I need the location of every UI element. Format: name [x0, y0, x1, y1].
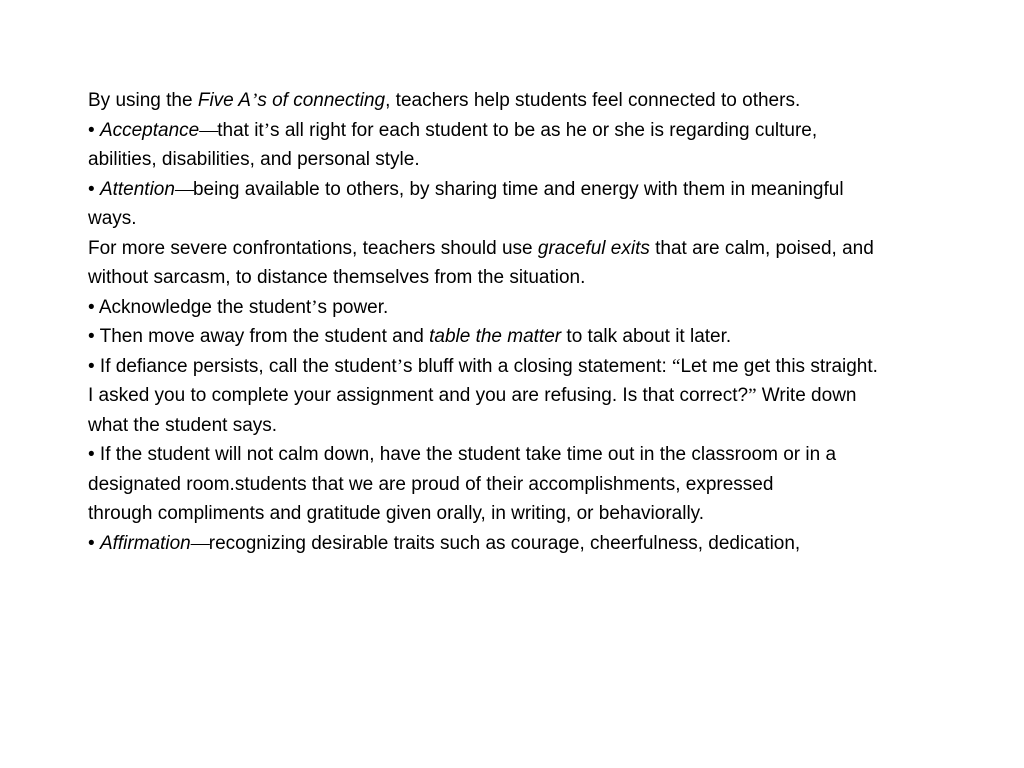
apostrophe: ’: [250, 90, 258, 111]
text-run: Let me get this straight.: [680, 355, 878, 377]
text-run: • Then move away from the student and: [88, 326, 430, 347]
slide-body-text: [88, 89, 936, 561]
paragraph: [88, 296, 936, 321]
text-run: • Acknowledge the student: [88, 296, 312, 318]
text-run: without sarcasm, to distance themselves from the situation.: [88, 267, 586, 288]
italic-text-run: table the matter: [429, 326, 562, 347]
paragraph: [88, 325, 936, 350]
quote-mark: ’: [396, 355, 404, 377]
paragraph: [88, 178, 936, 203]
text-run: • If defiance persists, call the student: [88, 355, 397, 377]
text-run: to talk about it later.: [561, 326, 732, 347]
text-run: For more severe confrontations, teachers should use: [88, 237, 538, 259]
text-run: s power.: [317, 296, 389, 318]
text-run: By using the: [88, 90, 198, 111]
em-dash: —: [199, 119, 218, 141]
paragraph: [88, 473, 936, 498]
paragraph: [88, 266, 936, 291]
text-run: through compliments and gratitude given orally, in writing, or behaviorally.: [88, 503, 705, 524]
italic-text-run: Five A: [197, 90, 251, 111]
text-run: that it: [217, 119, 264, 141]
italic-text-run: graceful exits: [537, 237, 650, 259]
text-run: recognizing desirable traits such as courage, cheerfulness, dedication,: [208, 532, 801, 554]
paragraph: [88, 148, 936, 173]
italic-text-run: s of connecting: [257, 90, 386, 111]
text-run: ways.: [88, 208, 137, 229]
text-run: •: [88, 532, 100, 554]
paragraph: [88, 89, 936, 114]
text-run: s bluff with a closing statement:: [403, 355, 672, 377]
text-run: •: [88, 119, 100, 141]
italic-text-run: Acceptance: [99, 119, 200, 141]
quote-mark: ”: [748, 385, 757, 406]
text-run: abilities, disabilities, and personal style.: [88, 149, 420, 170]
italic-text-run: Attention: [99, 178, 175, 200]
paragraph: [88, 502, 936, 527]
italic-text-run: Affirmation: [99, 532, 191, 554]
paragraph: [88, 384, 936, 409]
paragraph: [88, 119, 936, 144]
text-run: •: [88, 178, 100, 200]
quote-mark: “: [672, 355, 681, 377]
text-run: I asked you to complete your assignment and you are refusing. Is that correct?: [88, 385, 749, 406]
text-run: what the student says.: [88, 414, 278, 436]
text-run: Write down: [756, 385, 857, 406]
text-run: that are calm, poised, and: [649, 237, 874, 259]
paragraph: [88, 237, 936, 262]
paragraph: [88, 207, 936, 232]
paragraph: [88, 355, 936, 380]
quote-mark: ’: [311, 296, 318, 318]
quote-mark: ’: [263, 119, 271, 141]
paragraph: [88, 532, 936, 557]
text-run: • If the student will not calm down, have the student take time out in the classroom or in a: [88, 444, 837, 465]
paragraph: [88, 414, 936, 439]
text-run: designated room.students that we are proud of their accomplishments, expressed: [88, 473, 774, 495]
em-dash: —: [174, 178, 193, 200]
text-run: being available to others, by sharing time and energy with them in meaningful: [192, 178, 844, 200]
paragraph: [88, 443, 936, 468]
em-dash: —: [190, 532, 209, 554]
text-run: , teachers help students feel connected to others.: [385, 90, 801, 111]
text-run: s all right for each student to be as he or she is regarding culture,: [270, 119, 818, 141]
